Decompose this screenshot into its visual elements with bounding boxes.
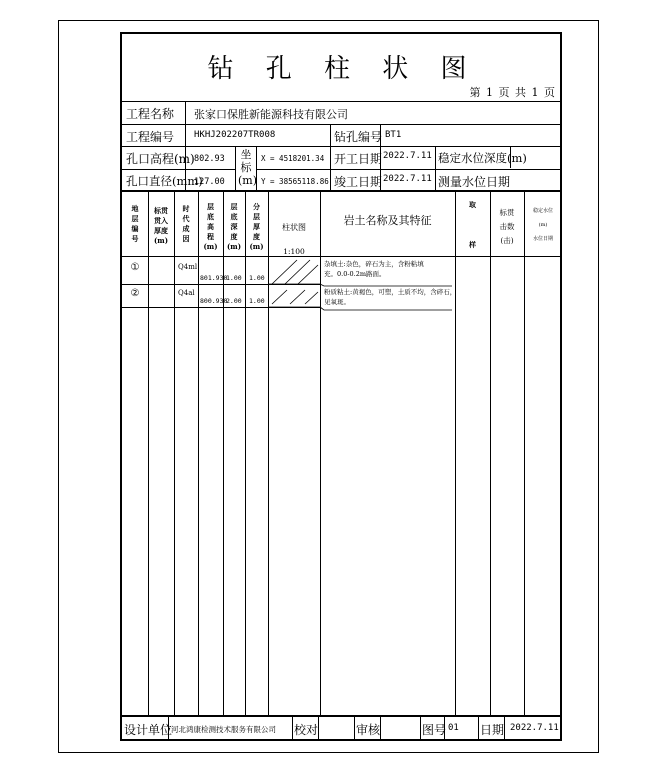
col-header-spt-depth: 标贯 贯入 厚度 (m) <box>153 206 169 245</box>
layer-1-bottom-elev: 801.930 <box>200 274 228 282</box>
page-info: 第 1 页 共 1 页 <box>469 86 556 99</box>
layer-2-age: Q4al <box>178 289 195 297</box>
col-header-bottom-depth: 层 底 深 度 (m) <box>226 202 242 251</box>
coord-x-value: X = 4518201.34 <box>261 154 325 163</box>
layer-2-bottom-elev: 800.930 <box>200 297 228 305</box>
col-header-bottom-elev: 层 底 高 程 (m) <box>203 202 218 251</box>
project-no-label: 工程编号 <box>126 130 175 144</box>
rule <box>504 716 505 741</box>
end-date-value: 2022.7.11 <box>383 174 432 184</box>
coord-y-value: Y = 38565118.86 <box>261 177 329 186</box>
date-label: 日期 <box>480 723 505 737</box>
rule <box>122 715 562 717</box>
col-header-age: 时 代 成 因 <box>182 204 190 243</box>
layer-2-no: ② <box>130 288 140 299</box>
coord-label: 坐标(m) <box>238 148 258 187</box>
project-name-value: 张家口保胜新能源科技有限公司 <box>194 108 348 121</box>
design-unit-value: 河北鸿康检测技术服务有限公司 <box>171 725 276 734</box>
rule <box>380 716 381 741</box>
review-label: 审核 <box>356 723 381 737</box>
water-date-label: 测量水位日期 <box>438 175 511 189</box>
rule <box>420 716 421 741</box>
layer-1-no: ① <box>130 262 140 273</box>
col-header-sample-top: 取 <box>469 200 476 209</box>
rule <box>478 716 479 741</box>
column-graphic <box>122 34 564 743</box>
drawing-no-label: 图号 <box>422 723 447 737</box>
rule <box>354 716 355 741</box>
document-title: 钻 孔 柱 状 图 <box>207 54 479 84</box>
col-header-sample-bottom: 样 <box>469 240 476 249</box>
col-header-remark: 稳定水位 (m) 水位日期 <box>532 208 553 242</box>
layer-1-thickness: 1.00 <box>249 274 265 282</box>
col-header-thickness: 分 层 厚 度 (m) <box>249 202 264 251</box>
layer-2-bottom-depth: 2.00 <box>226 297 242 305</box>
end-date-label: 竣工日期 <box>334 175 383 189</box>
rule <box>292 716 293 741</box>
start-date-value: 2022.7.11 <box>383 151 432 161</box>
stable-water-label: 稳定水位深度(m) <box>438 151 527 165</box>
check-label: 校对 <box>294 723 319 737</box>
borehole-no-label: 钻孔编号 <box>334 130 383 144</box>
elevation-label: 孔口高程(m) <box>126 152 195 166</box>
col-header-spt: 标贯 击数 (击) <box>499 208 515 245</box>
design-unit-label: 设计单位 <box>124 723 173 737</box>
layer-2-description: 粉质粘土:黄褐色，可塑，土质不均，含碎石， 见氧斑。 <box>324 288 457 306</box>
diameter-value: 127.00 <box>194 177 225 187</box>
col-header-scale: 1:100 <box>283 247 305 256</box>
rule <box>318 716 319 741</box>
layer-1-bottom-depth: 1.00 <box>226 274 242 282</box>
start-date-label: 开工日期 <box>334 152 383 166</box>
borehole-no-value: BT1 <box>385 130 402 140</box>
diameter-label: 孔口直径(mm) <box>126 174 203 188</box>
project-no-value: HKHJ202207TR008 <box>194 130 276 140</box>
col-header-column: 柱状图 <box>282 223 306 232</box>
project-name-label: 工程名称 <box>126 107 175 121</box>
borehole-log-sheet <box>120 32 562 741</box>
date-value: 2022.7.11 <box>510 723 559 733</box>
elevation-value: 802.93 <box>194 154 225 164</box>
col-header-description: 岩土名称及其特征 <box>343 214 432 227</box>
col-header-layer-no: 地 层 编 号 <box>131 204 139 243</box>
layer-1-age: Q4ml <box>178 263 198 271</box>
layer-2-thickness: 1.00 <box>249 297 265 305</box>
drawing-no-value: 01 <box>448 723 459 733</box>
layer-1-description: 杂填土:杂色，碎石为主，含粉粘填 充。0.0-0.2m路面。 <box>324 260 424 278</box>
